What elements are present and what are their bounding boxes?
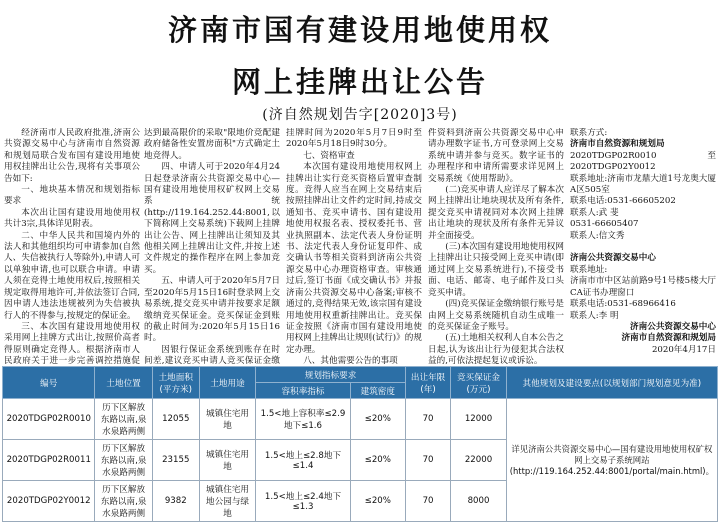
body-column-3	[286, 128, 422, 366]
cell-other-note: 详见济南公共资源交易中心—国有建设用地使用权矿权网上交易子系统网站(http://119.164.252.44:8001/portal/main.html)。	[506, 399, 717, 522]
header-location: 土地位置	[95, 367, 152, 399]
cell-use: 城镇住宅用地	[199, 440, 255, 481]
table-row	[3, 399, 718, 440]
cell-far: 1.5<地上容积率≤2.9地下≤1.6	[256, 399, 351, 440]
contact-line: 联系电话:0531-66605202	[570, 196, 676, 207]
paragraph: 本次出让国有建设用地使用权共计3宗,具体详见附表。	[4, 207, 140, 230]
paragraph: 达到最高限价的采取"限地价竞配建政府储备性安置房面积"方式确定土地竞得人。	[144, 128, 280, 161]
cell-term: 70	[405, 399, 450, 440]
contact-line: 联系地址:济南市龙鼎大道1号龙奥大厦A区505室	[570, 173, 716, 196]
paragraph: 八、其他需要公告的事项	[303, 356, 398, 366]
contact-line: 联系地址:	[570, 264, 608, 275]
contact-line: 2020TDGP02R0010至2020TDGP02Y0012	[570, 150, 716, 173]
cell-far: 1.5<地上≤2.8地下≤1.4	[256, 440, 351, 481]
paragraph: 件资料到济南公共资源交易中心申请办理数字证书,方可登录网上交易系统申请并参与竞买。数字证书的办理程序和申请所需要求详见网上交易系统《使用帮助》。	[428, 128, 564, 184]
paragraph: 挂牌时间为2020年5月7日9时至2020年5月18日9时30分。	[286, 128, 422, 150]
paragraph: 一、地块基本情况和规划指标要求	[4, 185, 140, 207]
header-term: 出让年限(年)	[405, 367, 450, 399]
contact-heading: 联系方式:	[570, 128, 608, 138]
paragraph: 二、中华人民共和国境内外的法人和其他组织均可申请参加(自然人、失信被执行人等除外),申请人可以单独申请,也可以联合申请。申请人须在竞得土地使用权后,按照相关规定取得用地许可,并依法签订合同,因申请人违法违规被列为失信被执行人的不得参与,按规定的保证金。	[4, 230, 140, 321]
paragraph: (四)竞买保证金缴纳银行账号是由网上交易系统随机自动生成唯一的竞买保证金子账号。	[428, 299, 564, 332]
cell-density: ≤20%	[350, 399, 405, 440]
contact-line: 济南市市中区站前路9号1号楼5楼大厅CA证书办理窗口	[570, 276, 716, 298]
title-line-2: 网上挂牌出让公告	[231, 65, 488, 99]
cell-deposit: 22000	[451, 440, 506, 481]
header-area: 土地面积(平方米)	[152, 367, 199, 399]
header-density: 建筑密度	[350, 383, 405, 399]
cell-location: 历下区解放东路以南,泉水泉路两侧	[95, 481, 152, 522]
cell-use: 城镇住宅用地	[199, 399, 255, 440]
paragraph: 五、申请人可于2020年5月7日至2020年5月15日16时登录网上交易系统,提交竞买申请并按要求足额缴纳竞买保证金。竞买保证金到账的截止时间为:2020年5月15日16时。	[144, 276, 280, 344]
paragraph: 本次国有建设用地使用权网上挂牌出让实行竞买资格后置审查制度。竞得人应当在网上交易结束后按照挂牌出让文件约定时间,持成交通知书、竞买申请书、国有建设用地使用权报名表、授权委托书、营业执照副本、法定代表人身份证明书、法定代表人身份证复印件、成交确认书等相关资料到济南公共资源交易中心办理资格审查。审核通过后,签订书面《成交确认书》并报济南公共资源交易中心备案;审核不通过的,竞得结果无效,该宗国有建设用地使用权重新挂牌出让。竞买保证金按照《济南市国有建设用地使用权网上挂牌出让规则(试行)》的规定办理。	[286, 162, 422, 355]
paragraph: 经济南市人民政府批准,济南公共资源交易中心与济南市自然资源和规划局联合发布国有建设用地使用权挂牌出让公告,现将有关事项公告如下:	[4, 128, 140, 184]
announcement-body	[4, 128, 716, 366]
paragraph: 七、资格审查	[303, 150, 355, 161]
cell-density: ≤20%	[350, 440, 405, 481]
body-column-4	[428, 128, 564, 366]
paragraph: 四、申请人可于2020年4月24日起登录济南公共资源交易中心—国有建设用地使用权矿权网上交易系统(http://119.164.252.44:8001,以下简称网上交易系统)下载网上挂牌出让公告、网上挂牌出让须知及其他相关网上挂牌出让文件,并按上述文件规定的操作程序在网上参加竞买。	[144, 162, 280, 275]
contact-line: 联系人:李 明	[570, 310, 619, 321]
cell-code: 2020TDGP02R0010	[3, 399, 95, 440]
title-line-1: 济南市国有建设用地使用权	[167, 13, 552, 47]
header-use: 土地用途	[199, 367, 255, 399]
contact-line: 0531-66605407	[570, 219, 639, 230]
signature-trading-center: 济南公共资源交易中心	[630, 321, 716, 332]
header-far: 容积率指标	[256, 383, 351, 399]
cell-code: 2020TDGP02Y0012	[3, 481, 95, 522]
header-deposit: 竞买保证金(万元)	[451, 367, 506, 399]
body-column-1	[4, 128, 140, 366]
header-other: 其他规划及建设要点(以规划部门规划意见为准)	[506, 367, 717, 399]
cell-density: ≤20%	[350, 481, 405, 522]
contact-org: 济南市自然资源和规划局	[570, 139, 665, 150]
cell-use: 城镇住宅用地公园与绿地	[199, 481, 255, 522]
paragraph: 因银行保证金系统到账存在时间差,建议竞买申请人竞买保证金缴	[144, 344, 280, 366]
contact-line: 联系人:信文秀	[570, 230, 625, 241]
contact-line: 联系人:武 斐	[570, 207, 619, 218]
cell-area: 12055	[152, 399, 199, 440]
cell-deposit: 8000	[451, 481, 506, 522]
paragraph: (二)竞买申请人应详尽了解本次网上挂牌出让地块现状及所有条件,提交竞买申请视同对本次网上挂牌出让地块的现状及所有条件无异议并全面接受。	[428, 185, 564, 241]
cell-code: 2020TDGP02R0011	[3, 440, 95, 481]
contact-org: 济南公共资源交易中心	[570, 253, 656, 264]
cell-term: 70	[405, 440, 450, 481]
paragraph: (三)本次国有建设用地使用权网上挂牌出让只接受网上竞买申请(即通过网上交易系统进行),不接受书面、电话、邮寄、电子邮件及口头竞买申请。	[428, 242, 564, 298]
document-number: (济自然规划告字[2020]3号)	[262, 107, 458, 123]
paragraph: 三、本次国有建设用地使用权采用网上挂牌方式出让,按照价高者得原则确定竞得人。根据济南市人民政府关于进一步完善调控措施促	[4, 321, 140, 366]
contact-column	[570, 128, 716, 366]
cell-term: 70	[405, 481, 450, 522]
contact-line: 联系电话:0531-68966416	[570, 299, 676, 310]
cell-area: 9382	[152, 481, 199, 522]
cell-area: 23155	[152, 440, 199, 481]
land-parcel-table	[2, 366, 718, 522]
signature-planning-bureau: 济南市自然资源和规划局	[621, 333, 716, 344]
cell-deposit: 12000	[451, 399, 506, 440]
cell-far: 1.5<地上≤2.4地下≤1.3	[256, 481, 351, 522]
paragraph: (五)土地相关权利人自本公告之日起,认为该出让行为侵犯其合法权益的,可依法提起复议或诉讼。	[428, 333, 564, 366]
header-code: 编号	[3, 367, 95, 399]
signature-date: 2020年4月17日	[651, 344, 716, 355]
cell-location: 历下区解放东路以南,泉水泉路两侧	[95, 399, 152, 440]
cell-location: 历下区解放东路以南,泉水泉路两侧	[95, 440, 152, 481]
body-column-2	[144, 128, 280, 366]
header-plan-group: 规划指标要求	[256, 367, 406, 383]
contact-spacer	[570, 242, 716, 253]
